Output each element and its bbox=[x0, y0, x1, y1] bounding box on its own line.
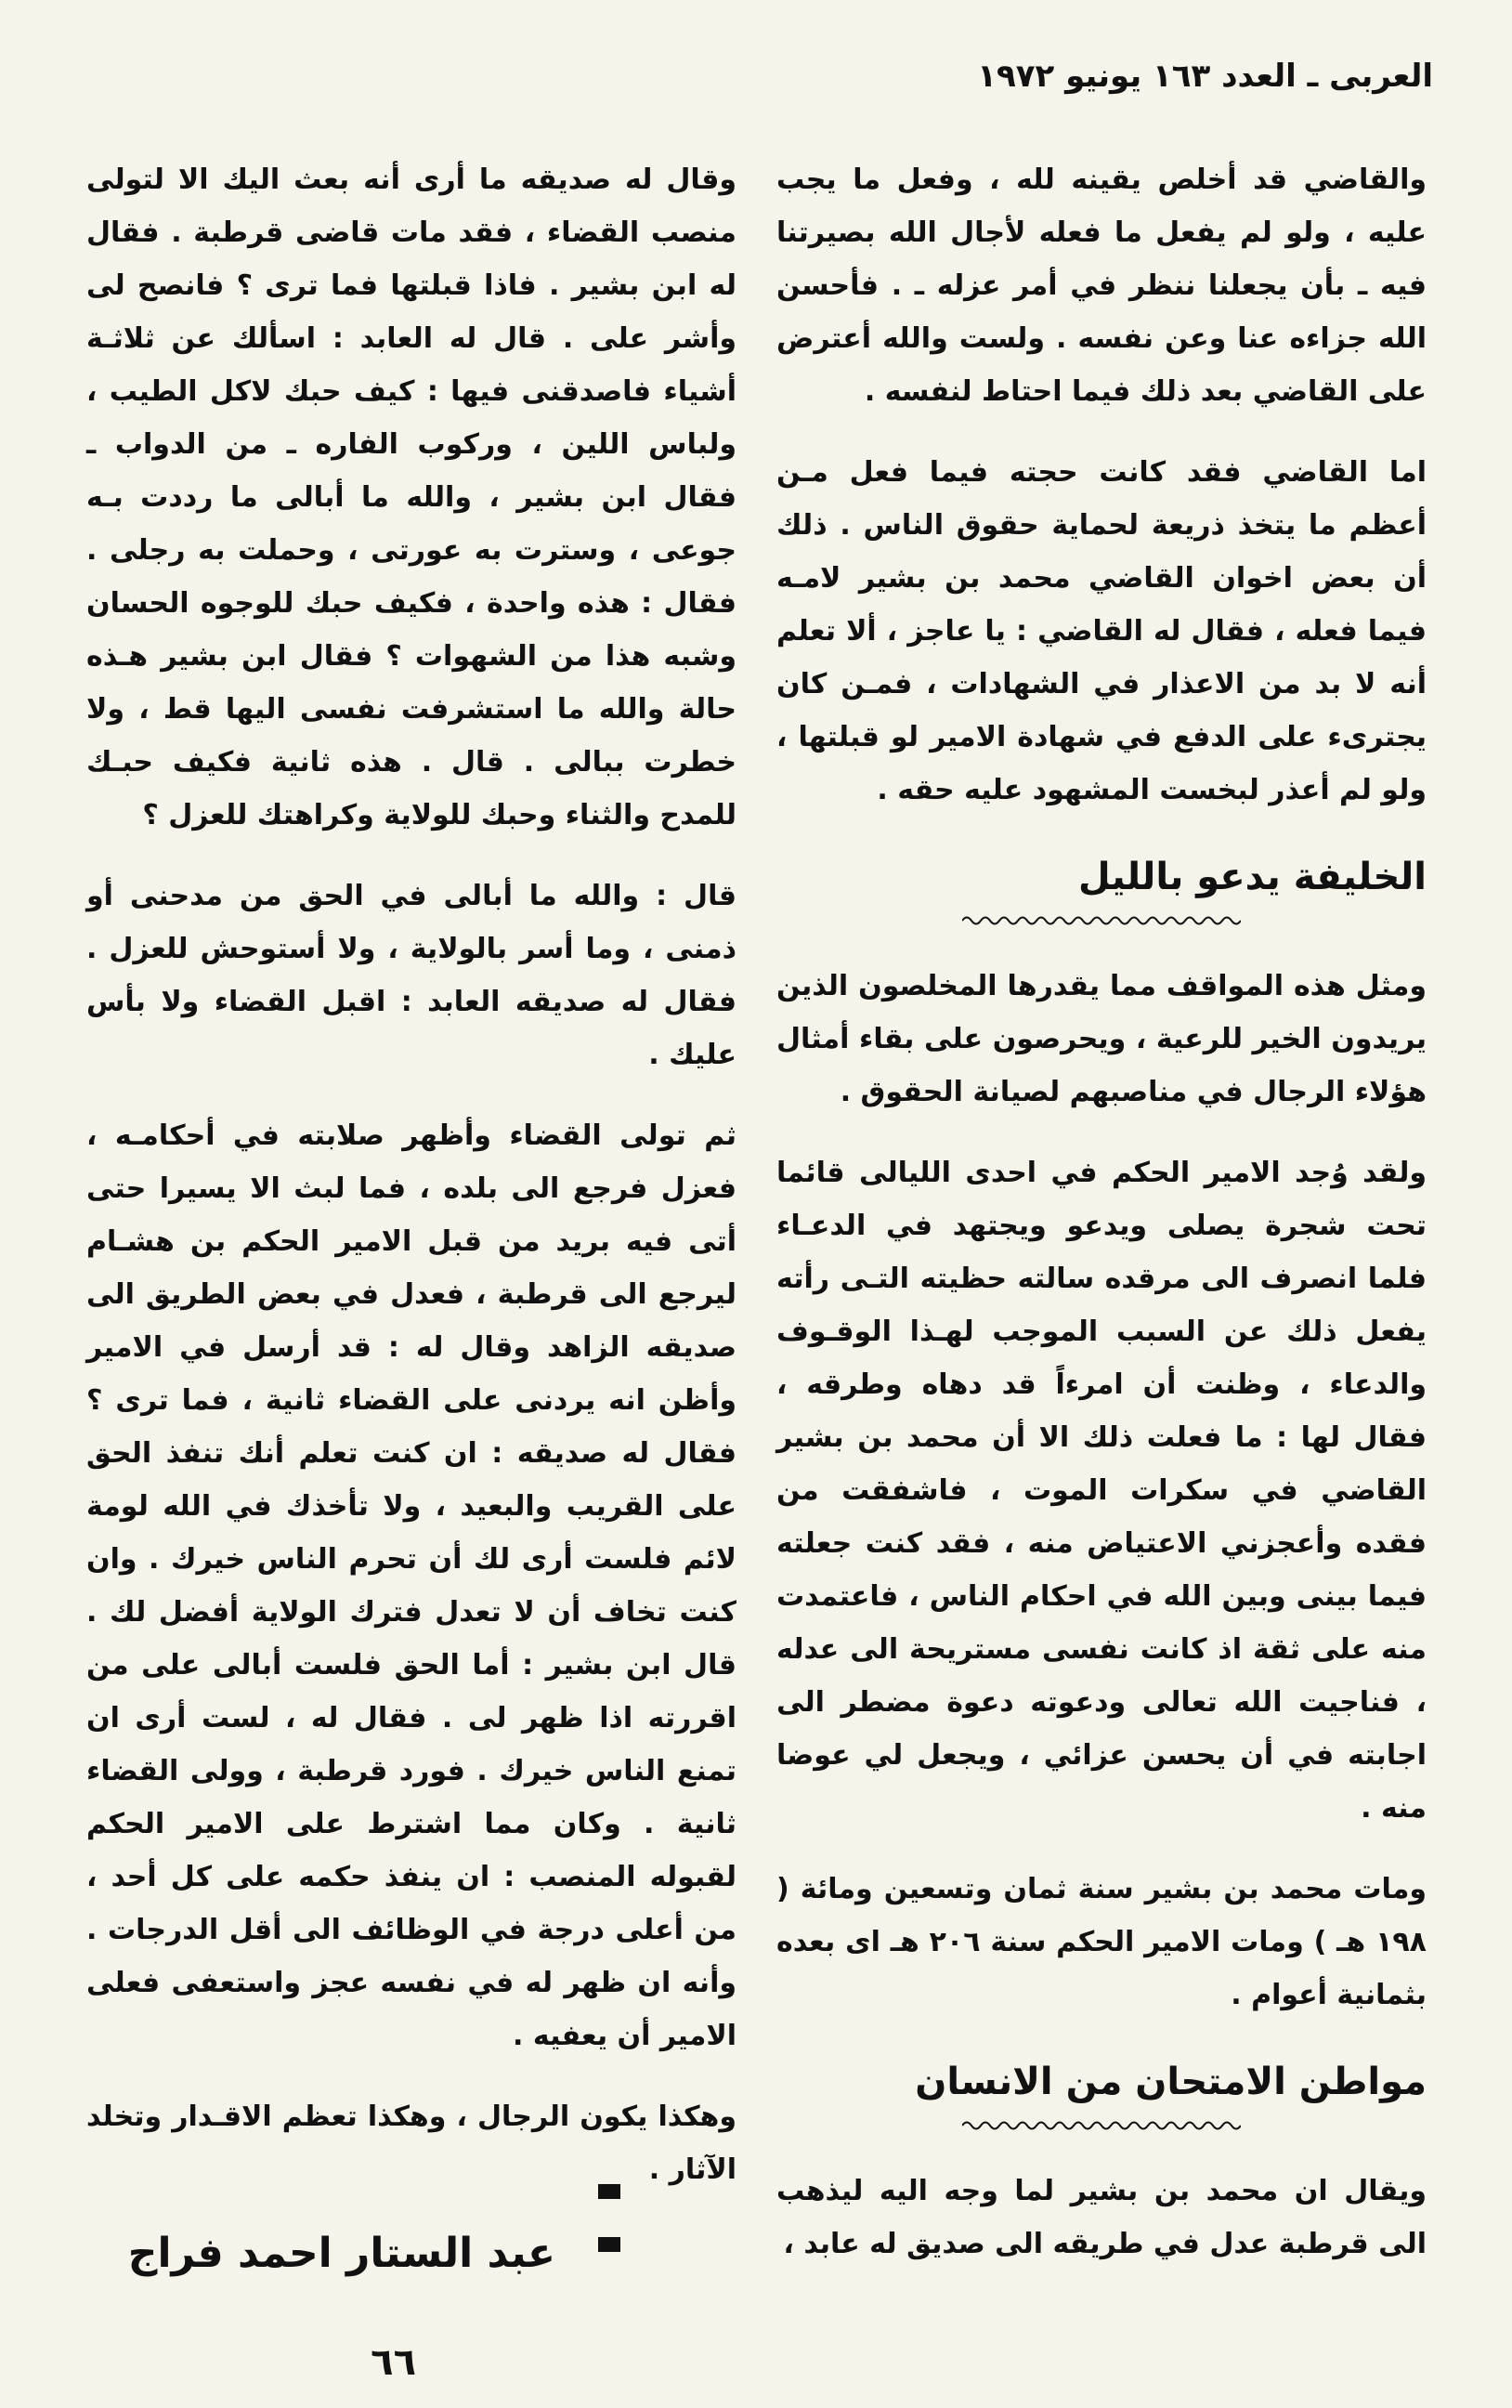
left-column bbox=[86, 153, 736, 2224]
paragraph: ومثل هذه المواقف مما يقدرها المخلصون الذين يريدون الخير للرعية ، ويحرصون على بقاء أمثال هؤلاء الرجال في مناصبهم لصيانة الحقوق . bbox=[776, 970, 1427, 1108]
paragraph: والقاضي قد أخلص يقينه لله ، وفعل ما يجب عليه ، ولو لم يفعل ما فعله لأجال الله بصيرتنا فيه ـ بأن يجعلنا ننظر في أمر عزله ـ . فأحسن الله جزاءه عنا وعن نفسه . ولست والله أعترض على القاضي بعد ذلك فيما احتاط لنفسه . bbox=[776, 164, 1427, 408]
wavy-underline bbox=[962, 914, 1241, 927]
page-number: ٦٦ bbox=[371, 2341, 416, 2384]
closing-text: وهكذا يكون الرجال ، وهكذا تعظم الاقـدار وتخلد الآثار . bbox=[86, 2100, 736, 2186]
paragraph: ومات محمد بن بشير سنة ثمان وتسعين ومائة ( ١٩٨ هـ ) ومات الامير الحكم سنة ٢٠٦ هـ اى بعده بثمانية أعوام . bbox=[776, 1873, 1427, 2011]
section-heading: مواطن الامتحان من الانسان bbox=[915, 2061, 1427, 2103]
paragraph: ويقال ان محمد بن بشير لما وجه اليه ليذهب الى قرطبة عدل في طريقه الى صديق له عابد ، bbox=[776, 2175, 1427, 2260]
right-column bbox=[776, 153, 1427, 2298]
paragraph: اما القاضي فقد كانت حجته فيما فعل مـن أعظم ما يتخذ ذريعة لحماية حقوق الناس . ذلك أن بعض اخوان القاضي محمد بن بشير لامـه فيما فعله ، فقال له القاضي : يا عاجز ، ألا تعلم أنه لا بد من الاعذار في الشهادات ، فمـن كان يجترىء على الدفع في شهادة الامير لو قبلتها ، ولو لم أعذر لبخست المشهود عليه حقه . bbox=[776, 456, 1427, 806]
author-signature: عبد الستار احمد فراج bbox=[127, 2230, 555, 2277]
paragraph: ثم تولى القضاء وأظهر صلابته في أحكامـه ، فعزل فرجع الى بلده ، فما لبث الا يسيرا حتى أتى فيه بريد من قبل الامير الحكم بن هشـام ليرجع الى قرطبة ، فعدل في بعض الطريق الى صديقه الزاهد وقال له : قد أرسل في الامير وأظن انه يردنى على القضاء ثانية ، فما ترى ؟ فقال له صديقه : ان كنت تعلم أنك تنفذ الحق على القريب والبعيد ، ولا تأخذك في الله لومة لائم فلست أرى لك أن تحرم الناس خيرك . وان كنت تخاف أن لا تعدل فترك الولاية أفضل لك . قال ابن بشير : أما الحق فلست أبالى على من اقررته اذا ظهر لى . فقال له ، لست أرى ان تمنع الناس خيرك . فورد قرطبة ، وولى القضاء ثانية . وكان مما اشترط على الامير الحكم لقبوله المنصب : ان ينفذ حكمه على كل أحد ، من أعلى درجة في الوظائف الى أقل الدرجات . وأنه ان ظهر له في نفسه عجز واستعفى فعلى الامير أن يعفيه . bbox=[86, 1119, 736, 2052]
paragraph: ولقد وُجد الامير الحكم في احدى الليالى قائما تحت شجرة يصلى ويدعو ويجتهد في الدعـاء فلما انصرف الى مرقده سالته حظيته التـى رأته يفعل ذلك عن السبب الموجب لهـذا الوقـوف والدعاء ، وظنت أن امرءاً قد دهاه وطرقه ، فقال لها : ما فعلت ذلك الا أن محمد بن بشير القاضي في سكرات الموت ، فاشفقت من فقده وأعجزني الاعتياض منه ، فقد كنت جعلته فيما بينى وبين الله في احكام الناس ، فاعتمدت منه على ثقة اذ كانت نفسى مستريحة الى عدله ، فناجيت الله تعالى ودعوته دعوة مضطر الى اجابته في أن يحسن عزائي ، ويجعل لي عوضا منه . bbox=[776, 1157, 1427, 1825]
closing-paragraph bbox=[86, 2090, 736, 2196]
section-heading: الخليفة يدعو بالليل bbox=[1077, 856, 1427, 898]
wavy-underline bbox=[962, 2119, 1241, 2132]
end-of-article-icon bbox=[568, 2164, 620, 2179]
running-header: العربى ـ العدد ١٦٣ يونيو ١٩٧٢ bbox=[977, 58, 1433, 95]
paragraph: وقال له صديقه ما أرى أنه بعث اليك الا لتولى منصب القضاء ، فقد مات قاضى قرطبة . فقال له ابن بشير . فاذا قبلتها فما ترى ؟ فانصح لى وأشر على . قال له العابد : اسألك عن ثلاثـة أشياء فاصدقنى فيها : كيف حبك لاكل الطيب ، ولباس اللين ، وركوب الفاره ـ من الدواب ـ فقال ابن بشير ، والله ما أبالى ما رددت بـه جوعى ، وسترت به عورتى ، وحملت به رجلى . فقال : هذه واحدة ، فكيف حبك للوجوه الحسان وشبه هذا من الشهوات ؟ فقال ابن بشير هـذه حالة والله ما استشرفت نفسى اليها قط ، ولا خطرت ببالى . قال . هذه ثانية فكيف حبـك للمدح والثناء وحبك للولاية وكراهتك للعزل ؟ bbox=[86, 164, 736, 831]
paragraph: قال : والله ما أبالى في الحق من مدحنى أو ذمنى ، وما أسر بالولاية ، ولا أستوحش للعزل . فقال له صديقه العابد : اقبل القضاء ولا بأس عليك . bbox=[86, 880, 736, 1071]
